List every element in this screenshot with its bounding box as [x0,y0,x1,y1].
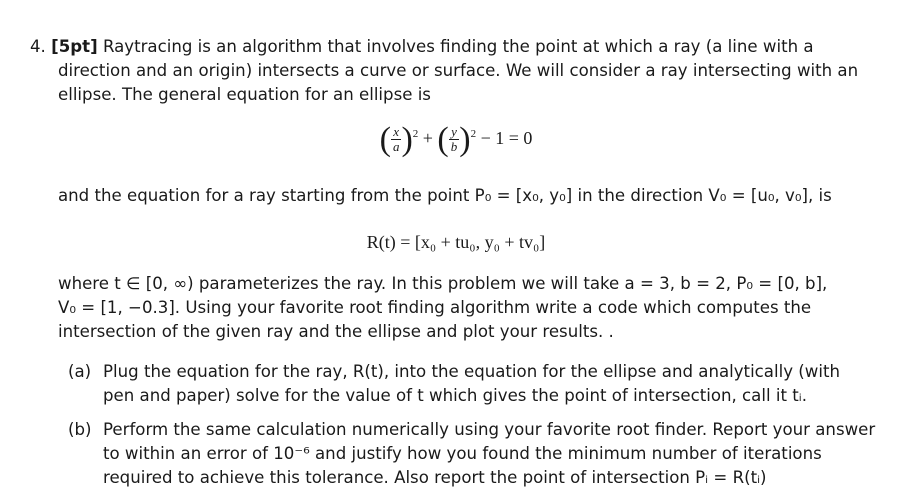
ellipse-equation: ( $\frac{x}{a}$ )$^2$ + ( $\frac{y}{b}$ )$^2$ − 1 = 0 [379,120,533,158]
ellipse-equation-tail: − 1 = 0 [476,128,533,148]
problem-points: [5pt] [51,37,98,56]
param-line-3: intersection of the given ray and the ellipse and plot your results. . [58,322,614,341]
ray-description-line: and the equation for a ray starting from the point P₀ = [x₀, y₀] in the direction V₀ = [u₀, v₀], is [58,186,832,205]
part-b-line-1: Perform the same calculation numerically using your favorite root finder. Report your answer [103,420,876,439]
intro-line-1: Raytracing is an algorithm that involves finding the point at which a ray (a line with a [102,37,814,56]
part-b-label: (b) [68,420,92,439]
ray-equation: R(t) = [x₀ + tu₀, y₀ + tv₀] [366,232,546,252]
intro-line-3: ellipse. The general equation for an ellipse is [58,85,431,104]
part-a-line-2: pen and paper) solve for the value of t which gives the point of intersection, call it tᵢ. [103,386,807,405]
part-b-line-3: required to achieve this tolerance. Also report the point of intersection Pᵢ = R(tᵢ) [103,468,767,487]
param-line-1: where t ∈ [0, ∞) parameterizes the ray. In this problem we will take a = 3, b = 2, P₀ = [0, b], [58,274,828,293]
part-a-label: (a) [68,362,92,381]
param-line-2: V₀ = [1, −0.3]. Using your favorite root finding algorithm write a code which computes the [58,298,812,317]
intro-line-2: direction and an origin) intersects a curve or surface. We will consider a ray intersecting with an [58,61,859,80]
part-a-line-1: Plug the equation for the ray, R(t), into the equation for the ellipse and analytically (with [103,362,840,381]
problem-header-line [30,36,814,58]
part-b-line-2: to within an error of 10⁻⁶ and justify how you found the minimum number of iterations [103,444,822,463]
problem-number: 4. [30,37,46,56]
